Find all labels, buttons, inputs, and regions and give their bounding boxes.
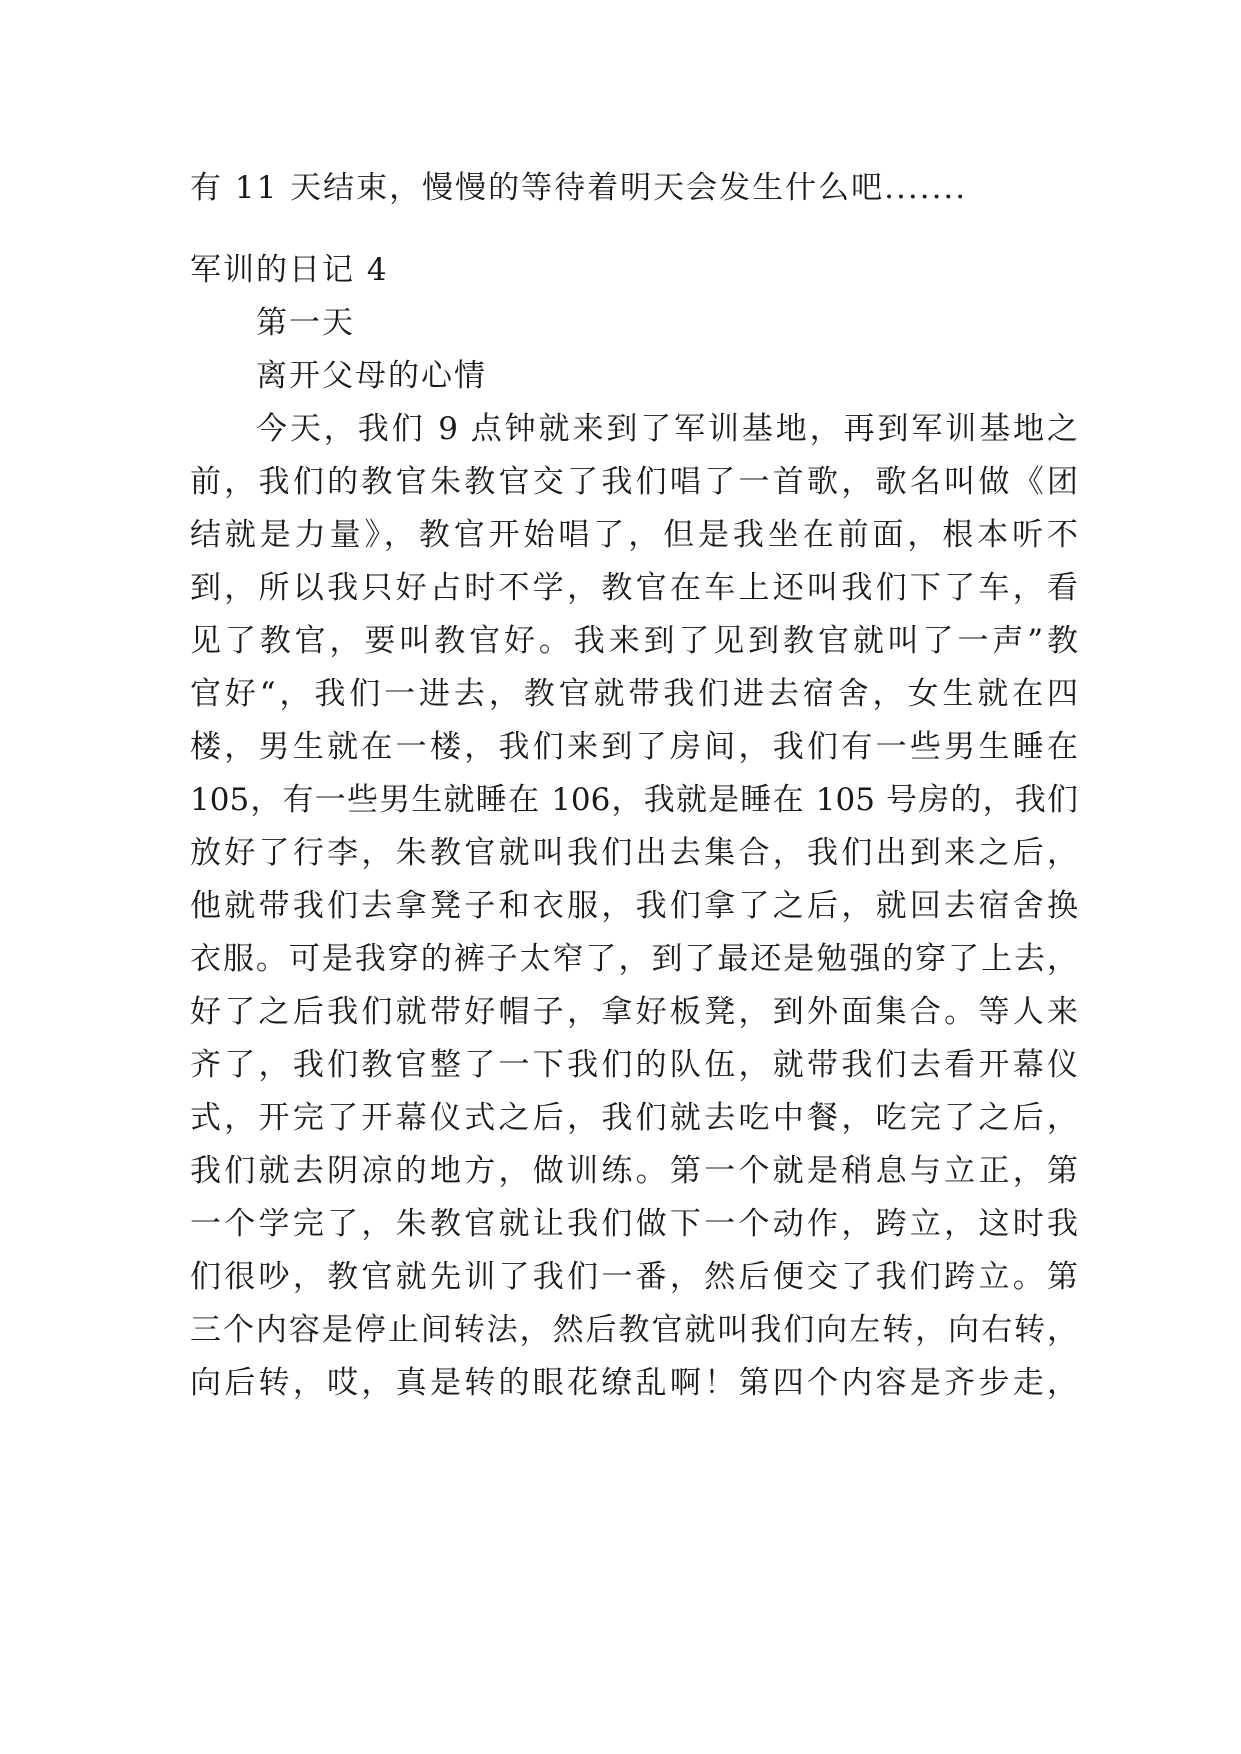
day-heading: 第一天 xyxy=(256,305,355,341)
paragraph-line: 官好“，我们一进去，教官就带我们进去宿舍，女生就在四 xyxy=(190,676,1078,712)
paragraph-line: 我们就去阴凉的地方，做训练。第一个就是稍息与立正，第 xyxy=(190,1153,1078,1189)
paragraph-line: 前，我们的教官朱教官交了我们唱了一首歌，歌名叫做《团 xyxy=(190,464,1078,500)
paragraph-line: 今天，我们 9 点钟就来到了军训基地，再到军训基地之 xyxy=(256,411,1078,447)
continuation-line: 有 11 天结束，慢慢的等待着明天会发生什么吧....... xyxy=(190,170,968,206)
paragraph-line: 一个学完了，朱教官就让我们做下一个动作，跨立，这时我 xyxy=(190,1206,1078,1242)
subheading: 离开父母的心情 xyxy=(256,358,487,394)
paragraph-line: 结就是力量》，教官开始唱了，但是我坐在前面，根本听不 xyxy=(190,517,1078,553)
paragraph-line: 式，开完了开幕仪式之后，我们就去吃中餐，吃完了之后， xyxy=(190,1100,1078,1136)
paragraph-line: 他就带我们去拿凳子和衣服，我们拿了之后，就回去宿舍换 xyxy=(190,888,1078,924)
paragraph-line: 好了之后我们就带好帽子，拿好板凳，到外面集合。等人来 xyxy=(190,994,1078,1030)
paragraph-line: 向后转，哎，真是转的眼花缭乱啊！第四个内容是齐步走， xyxy=(190,1365,1078,1401)
paragraph-line: 楼，男生就在一楼，我们来到了房间，我们有一些男生睡在 xyxy=(190,729,1078,765)
paragraph-line: 放好了行李，朱教官就叫我们出去集合，我们出到来之后， xyxy=(190,835,1078,871)
paragraph-line: 见了教官，要叫教官好。我来到了见到教官就叫了一声”教 xyxy=(190,623,1078,659)
paragraph-line: 们很吵，教官就先训了我们一番，然后便交了我们跨立。第 xyxy=(190,1259,1078,1295)
paragraph-line: 到，所以我只好占时不学，教官在车上还叫我们下了车，看 xyxy=(190,570,1078,606)
paragraph-line: 齐了，我们教官整了一下我们的队伍，就带我们去看开幕仪 xyxy=(190,1047,1078,1083)
section-title: 军训的日记 4 xyxy=(190,252,389,288)
paragraph-line: 三个内容是停止间转法，然后教官就叫我们向左转，向右转， xyxy=(190,1312,1078,1348)
paragraph-line: 105，有一些男生就睡在 106，我就是睡在 105 号房的，我们 xyxy=(190,782,1078,818)
paragraph-line: 衣服。可是我穿的裤子太窄了，到了最还是勉强的穿了上去， xyxy=(190,941,1078,977)
